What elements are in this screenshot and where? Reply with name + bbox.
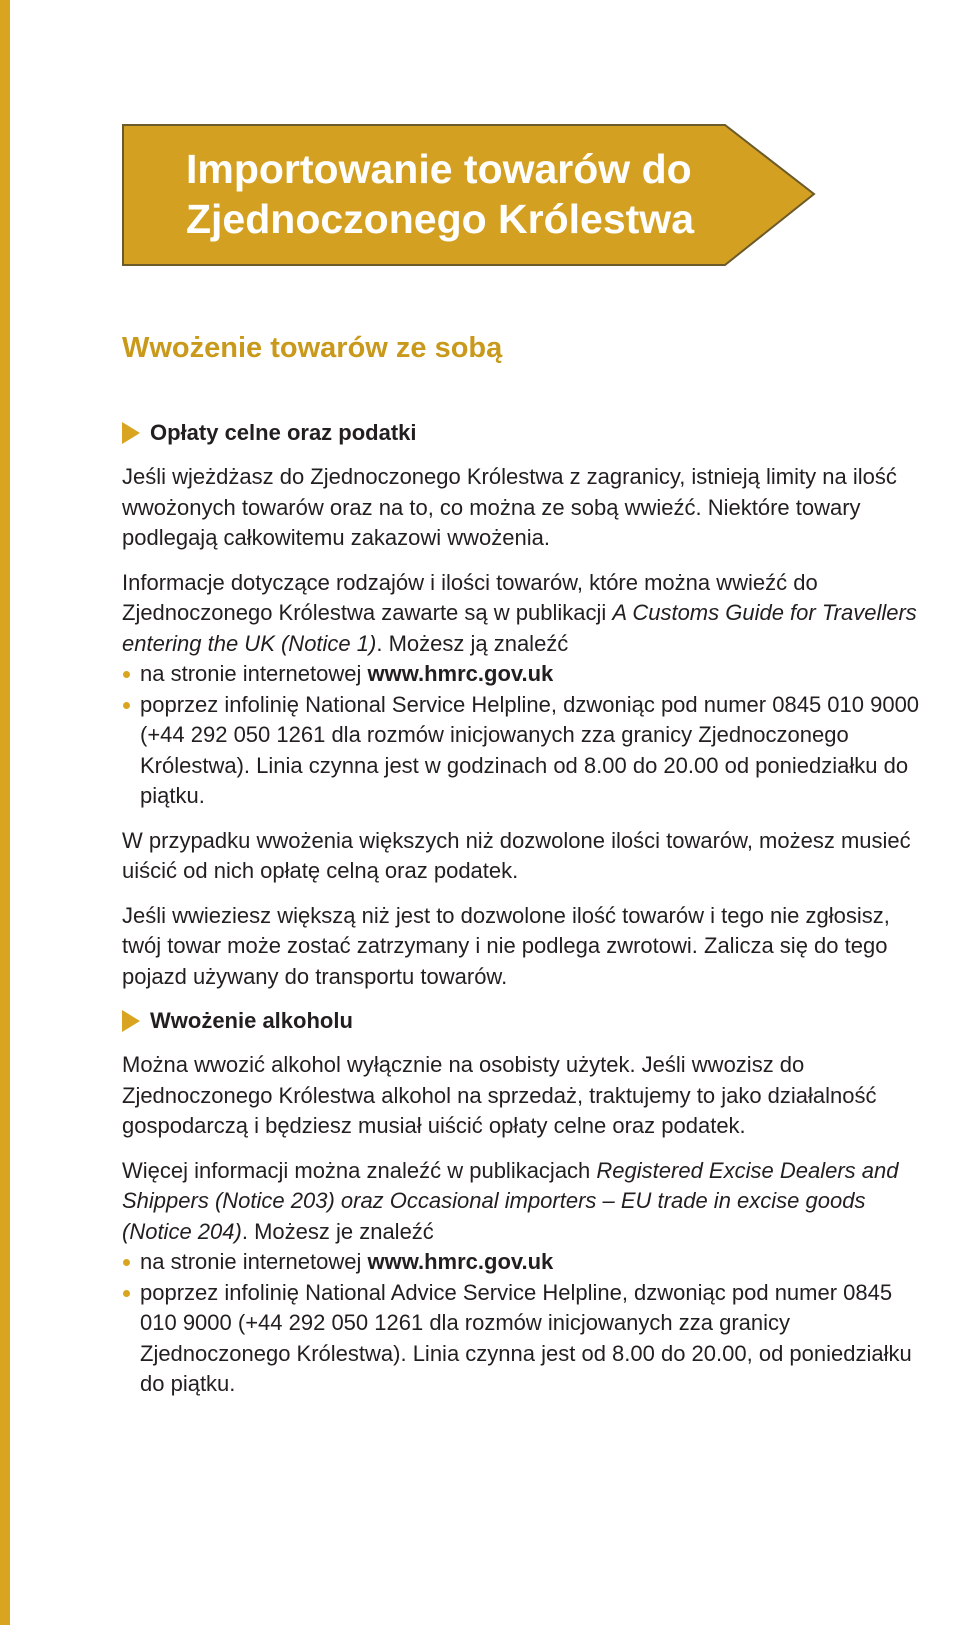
alcohol-paragraph-personal-use: Można wwozić alkohol wyłącznie na osobisty użytek. Jeśli wwozisz do Zjednoczonego Królestwa alkohol na sprzedaż, traktujemy to jako działalność gospodarczą i będziesz musiał uiścić opłaty celne oraz podatek.	[122, 1052, 877, 1138]
main-content	[122, 330, 934, 1414]
arrow-right-icon	[122, 422, 140, 444]
alcohol-publication-intro: Więcej informacji można znaleźć w publikacjach	[122, 1157, 597, 1183]
hmrc-website-link[interactable]: www.hmrc.gov.uk	[367, 661, 554, 686]
list-item	[122, 1278, 934, 1400]
list-item	[122, 659, 934, 690]
duties-paragraph-seizure: Jeśli wwieziesz większą niż jest to dozwolone ilość towarów i tego nie zgłosisz, twój towar może zostać zatrzymany i nie podlega zwrotowi. Zalicza się do tego pojazd używany do transportu towarów.	[122, 902, 890, 989]
alcohol-heading-label: Wwożenie alkoholu	[150, 1008, 353, 1033]
list-item	[122, 1247, 934, 1278]
duties-heading-label: Opłaty celne oraz podatki	[150, 420, 417, 445]
hmrc-website-link[interactable]: www.hmrc.gov.uk	[367, 1249, 554, 1274]
duties-publication-intro: Informacje dotyczące rodzajów i ilości towarów, które można wwieźć do Zjednoczonego Królestwa zawarte są w publikacji	[122, 569, 818, 625]
alcohol-paragraph-publications	[122, 1156, 934, 1248]
alcohol-helpline-text: poprzez infolinię National Advice Service Helpline, dzwoniąc pod numer 0845 010 9000 (+44 292 050 1261 dla rozmów inicjowanych zza granicy Zjednoczonego Królestwa). Linia czynna jest od 8.00 do 20.00, od poniedziałku do piątku.	[140, 1279, 912, 1396]
bullet-icon	[123, 1290, 130, 1297]
duties-paragraph-excess: W przypadku wwożenia większych niż dozwolone ilości towarów, możesz musieć uiścić od nich opłatę celną oraz podatek.	[122, 827, 911, 883]
title-banner	[122, 124, 822, 274]
arrow-right-icon	[122, 1010, 140, 1032]
section-heading: Wwożenie towarów ze sobą	[122, 332, 503, 364]
page-title: Importowanie towarów do Zjednoczonego Królestwa	[186, 146, 694, 242]
bullet-icon	[123, 1259, 130, 1266]
left-accent-stripe	[0, 0, 10, 1625]
alcohol-publication-titles: Registered Excise Dealers and Shippers (Notice 203) oraz Occasional importers – EU trade in excise goods (Notice 204)	[122, 1157, 899, 1244]
duties-publication-title: A Customs Guide for Travellers entering the UK (Notice 1)	[122, 600, 917, 656]
duties-paragraph-publication	[122, 568, 934, 660]
duties-publication-outro: . Możesz ją znaleźć	[376, 630, 569, 656]
alcohol-sources-list	[122, 1247, 934, 1400]
duties-website-text: na stronie internetowej	[140, 661, 368, 686]
duties-heading	[122, 418, 934, 448]
alcohol-heading	[122, 1006, 934, 1036]
duties-paragraph-limits: Jeśli wjeżdżasz do Zjednoczonego Królestwa z zagranicy, istnieją limity na ilość wwożonych towarów oraz na to, co można ze sobą wwieźć. Niektóre towary podlegają całkowitemu zakazowi wwożenia.	[122, 464, 897, 550]
bullet-icon	[123, 671, 130, 678]
duties-helpline-text: poprzez infolinię National Service Helpline, dzwoniąc pod numer 0845 010 9000 (+44 292 050 1261 dla rozmów inicjowanych zza granicy Zjednoczonego Królestwa). Linia czynna jest w godzinach od 8.00 do 20.00 od poniedziałku do piątku.	[140, 691, 920, 808]
bullet-icon	[123, 702, 130, 709]
duties-sources-list	[122, 659, 934, 812]
list-item	[122, 690, 934, 812]
alcohol-website-text: na stronie internetowej	[140, 1249, 368, 1274]
alcohol-publication-outro: . Możesz je znaleźć	[241, 1218, 434, 1244]
